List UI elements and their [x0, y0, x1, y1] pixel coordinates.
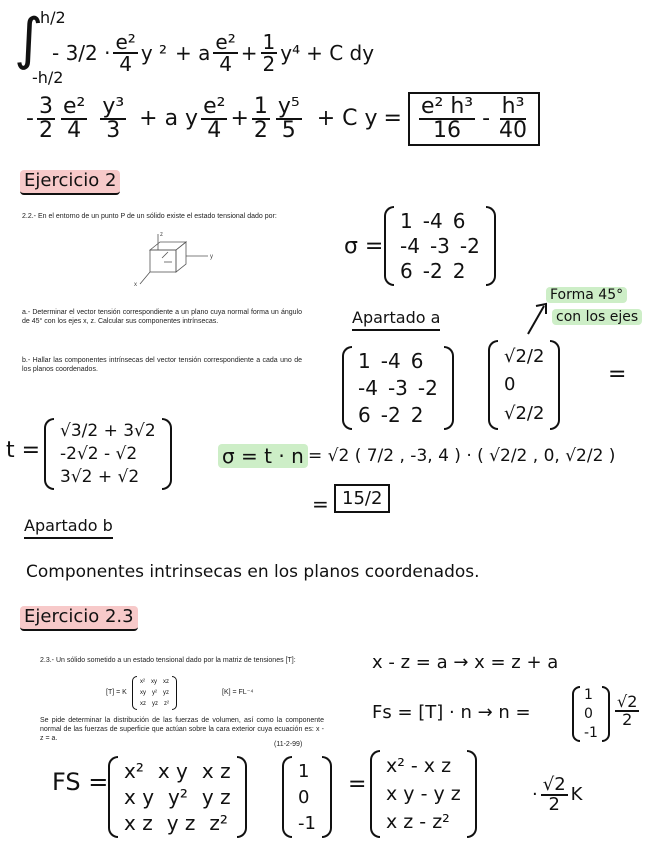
vector-entry: 0	[504, 374, 516, 396]
box-minus: -	[482, 106, 491, 131]
bracket-right	[467, 750, 477, 838]
vector-entry: 3√2 + √2	[60, 466, 140, 487]
sigma-calculation: = √2 ( 7/2 , -3, 4 ) · ( √2/2 , 0, √2/2 )	[308, 446, 616, 466]
plane-equation-line: x - z = a → x = z + a	[372, 652, 559, 673]
integral-lower-limit: -h/2	[32, 68, 64, 87]
k-units: [K] = FL⁻⁴	[222, 689, 254, 696]
matrix-row: x y y² y z	[124, 785, 231, 809]
arrow-icon	[524, 300, 554, 336]
integrand-coef: - 3/2 ·	[52, 41, 111, 65]
k-constant: K	[570, 784, 583, 805]
bracket-left	[342, 346, 352, 430]
result-minus: -	[26, 106, 34, 131]
matrix-row: xz yz z²	[140, 701, 169, 708]
vector-entry: -1	[298, 812, 316, 834]
result-line	[26, 92, 540, 146]
vector-entry: x z - z²	[386, 811, 450, 833]
term-c-dy: + C dy	[306, 41, 375, 65]
bracket-right	[172, 676, 177, 710]
bracket-left	[370, 750, 380, 838]
fs-result-vector	[370, 750, 477, 838]
plus-sign-r: +	[230, 106, 249, 131]
fs-formula-line: Fs = [T] · n → n =	[372, 702, 531, 723]
vector-entry: x² - x z	[386, 755, 452, 777]
matrix-row: 6 -2 2	[358, 402, 424, 427]
plus-sign: +	[240, 41, 258, 65]
fs-factor: · $\frac{√2}{2}$ K	[532, 774, 583, 815]
bracket-right	[486, 206, 496, 286]
t-label: t =	[6, 438, 41, 463]
ejercicio2-title: Ejercicio 2	[20, 172, 120, 190]
normal-vector	[488, 340, 560, 430]
apartado-a-title: Apartado a	[352, 310, 440, 326]
bracket-right	[162, 418, 172, 490]
bracket-left	[572, 686, 580, 742]
apartado-a-statement: a.- Determinar el vector tensión correspondiente a un plano cuya normal forma un ángulo de 45° con los ejes x, z. Calcular sus componentes intrínsecas.	[22, 309, 302, 325]
sigma-label: σ =	[344, 234, 384, 259]
stress-cube-figure	[128, 228, 218, 288]
vector-entry: √2/2	[504, 403, 545, 425]
t-vector	[44, 418, 172, 490]
term-y2: y ²	[140, 41, 168, 65]
ejercicio23-statement: 2.3.- Un sólido sometido a un estado tensional dado por la matriz de tensiones [T]:	[40, 657, 296, 664]
term-y4: y⁴	[280, 41, 301, 65]
svg-text:x: x	[134, 282, 137, 288]
vector-entry: 0	[584, 705, 593, 722]
term-cy: + C y	[316, 106, 378, 131]
n-vector-23	[572, 686, 610, 742]
fs-n-vector	[282, 756, 332, 838]
bracket-right	[550, 340, 560, 430]
bracket-left	[44, 418, 54, 490]
integrand	[52, 32, 374, 74]
svg-text:y: y	[210, 254, 213, 260]
equals-sign: =	[608, 362, 627, 387]
fs-label: FS =	[52, 768, 109, 796]
vector-entry: 1	[584, 687, 593, 704]
vector-entry: √3/2 + 3√2	[60, 421, 156, 442]
fs-matrix	[108, 756, 247, 838]
n-factor: $\frac{√2}{2}$	[617, 692, 638, 729]
sigma-tn: σ = t · n	[218, 446, 308, 466]
bracket-left	[384, 206, 394, 286]
fraction-1-2-r: $\frac{1}{2}$	[253, 94, 268, 143]
term-ay: + a y	[139, 106, 199, 131]
t-matrix-label: [T] = K	[106, 689, 127, 696]
matrix-row: -4 -3 -2	[400, 233, 480, 258]
bracket-right	[602, 686, 610, 742]
matrix-row: 6 -2 2	[400, 259, 466, 284]
fs-equals: =	[348, 772, 367, 797]
t-matrix-print	[132, 676, 177, 710]
note-forma-45: Forma 45°	[546, 288, 627, 302]
fraction-e2-4: $\frac{\text{e²}}{4}$	[115, 30, 136, 76]
vector-entry: √2/2	[504, 345, 545, 367]
matrix-row: -4 -3 -2	[358, 375, 438, 400]
bracket-left	[488, 340, 498, 430]
svg-text:z: z	[160, 232, 163, 238]
bracket-left	[282, 756, 292, 838]
ejercicio2-statement: 2.2.- En el entorno de un punto P de un sólido existe el estado tensional dado por:	[22, 213, 277, 220]
ejercicio23-title: Ejercicio 2.3	[20, 608, 138, 626]
fraction-e2h3-16: $\frac{\text{e² h³}}{16}$	[420, 94, 474, 143]
calc-result-box: 15/2	[334, 490, 390, 508]
bracket-right	[237, 756, 247, 838]
calc-equals: =	[312, 492, 329, 516]
ejercicio23-ref: (11-2-99)	[274, 741, 303, 748]
vector-entry: -2√2 - √2	[60, 443, 138, 464]
result-box	[408, 92, 540, 146]
apartado-b-statement: b.- Hallar las componentes intrínsecas del vector tensión correspondiente a cada uno de los planos coordenados.	[22, 357, 302, 373]
fraction-1-2: $\frac{1}{2}$	[262, 30, 276, 76]
apartado-b-title: Apartado b	[24, 518, 113, 534]
vector-entry: 1	[298, 760, 310, 782]
fraction-e2-4-b: $\frac{\text{e²}}{4}$	[215, 30, 236, 76]
matrix-row: x² x y x z	[124, 759, 231, 783]
vector-entry: -1	[584, 724, 598, 741]
fraction-3-2: $\frac{3}{2}$	[38, 94, 53, 143]
sigma-matrix-2	[342, 346, 454, 430]
fraction-h3-40: $\frac{\text{h³}}{40}$	[499, 94, 528, 143]
matrix-row: 1 -4 6	[358, 349, 424, 374]
vector-entry: x y - y z	[386, 783, 461, 805]
integral-upper-limit: h/2	[40, 8, 66, 27]
fraction-e2-4-r2: $\frac{\text{e²}}{4}$	[203, 94, 226, 143]
integral-sign: ∫	[14, 7, 44, 72]
componentes-line: Componentes intrinsecas en los planos coordenados.	[26, 562, 480, 582]
matrix-row: x² xy xz	[140, 678, 169, 685]
fraction-e2-4-r: $\frac{\text{e²}}{4}$	[62, 94, 86, 143]
matrix-row: xy y² yz	[140, 689, 169, 696]
matrix-row: 1 -4 6	[400, 208, 466, 233]
bracket-right	[322, 756, 332, 838]
term-plus-a: + a	[175, 41, 211, 65]
matrix-row: x z y z z²	[124, 811, 228, 835]
bracket-left	[108, 756, 118, 838]
ejercicio23-body: Se pide determinar la distribución de las fuerzas de volumen, así como la componente normal de las fuerzas de superficie que actúan sobre la cara exterior cuya ecuación es: x - z = a.	[40, 717, 324, 742]
fraction-y5-5: $\frac{\text{y⁵}}{5}$	[277, 94, 300, 143]
bracket-right	[444, 346, 454, 430]
note-con-los-ejes: con los ejes	[552, 310, 642, 324]
result-equals: =	[383, 106, 402, 131]
sigma-matrix	[384, 206, 496, 286]
fraction-y3-3: $\frac{\text{y³}}{3}$	[102, 94, 125, 143]
vector-entry: 0	[298, 786, 310, 808]
